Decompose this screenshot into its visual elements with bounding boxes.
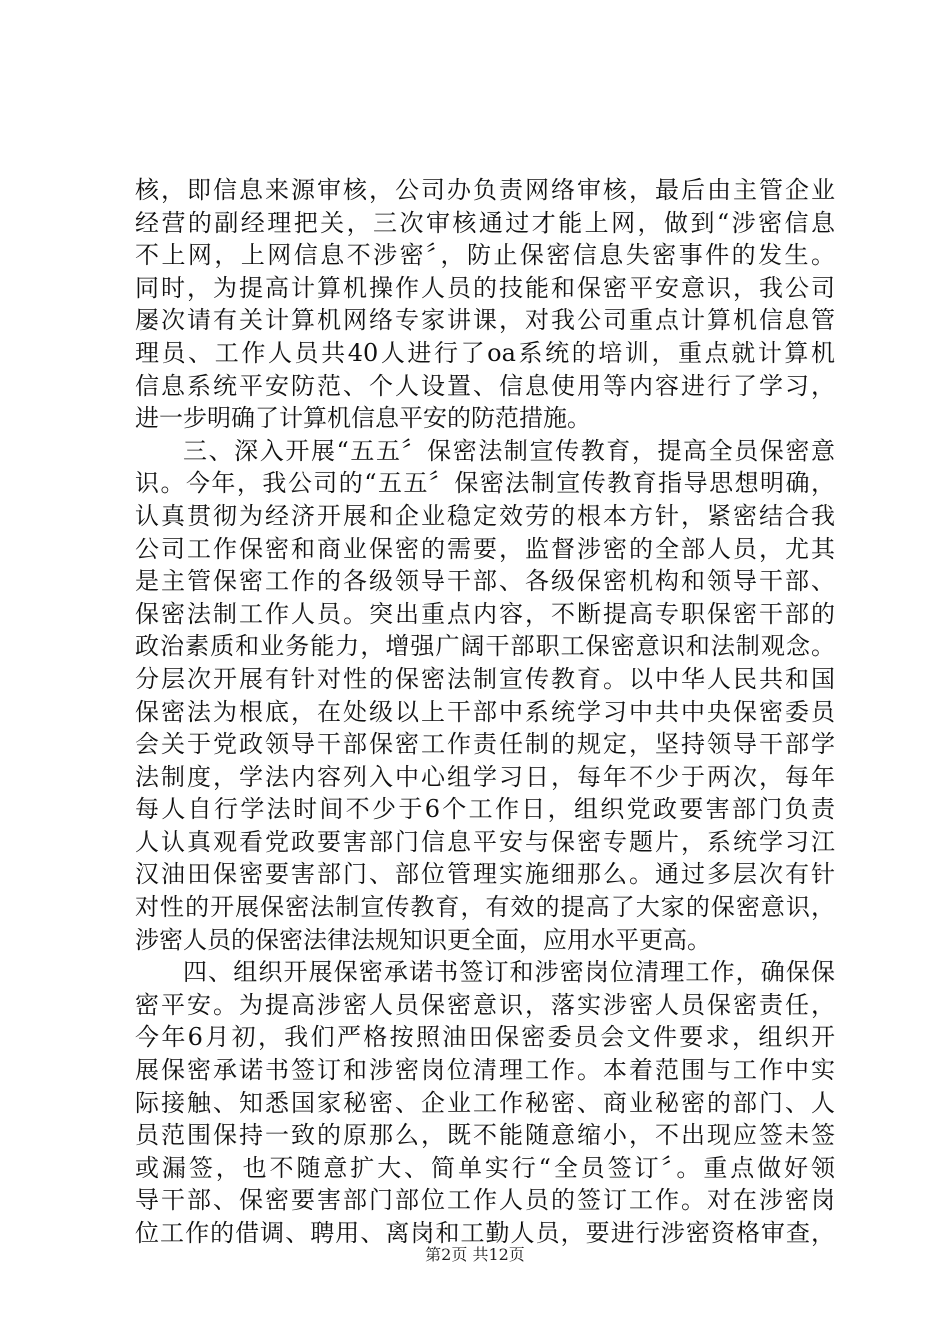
paragraph-start-line: 三、深入开展“五五〞保密法制宣传教育，提高全员保密意 (183, 436, 835, 465)
text-line: 或漏签，也不随意扩大、简单实行“全员签订〞。重点做好领 (135, 1153, 835, 1182)
text-line: 保密法为根底，在处级以上干部中系统学习中共中央保密委员 (135, 697, 835, 726)
text-line: 是主管保密工作的各级领导干部、各级保密机构和领导干部、 (135, 567, 835, 596)
text-line: 进一步明确了计算机信息平安的防范措施。 (135, 404, 591, 433)
text-line: 导干部、保密要害部门部位工作人员的签订工作。对在涉密岗 (135, 1186, 835, 1215)
text-line: 位工作的借调、聘用、离岗和工勤人员，要进行涉密资格审查， (135, 1219, 835, 1247)
document-body (135, 174, 835, 1250)
text-line: 公司工作保密和商业保密的需要，监督涉密的全部人员，尤其 (135, 534, 835, 563)
text-line: 展保密承诺书签订和涉密岗位清理工作。本着范围与工作中实 (135, 1056, 835, 1085)
text-line: 保密法制工作人员。突出重点内容，不断提高专职保密干部的 (135, 599, 835, 628)
text-line: 密平安。为提高涉密人员保密意识，落实涉密人员保密责任， (135, 990, 835, 1019)
text-line: 人认真观看党政要害部门信息平安与保密专题片，系统学习江 (135, 827, 835, 856)
text-line: 对性的开展保密法制宣传教育，有效的提高了大家的保密意识， (135, 893, 835, 922)
page-number: 第2页 共12页 (425, 1245, 525, 1264)
text-line: 核，即信息来源审核，公司办负责网络审核，最后由主管企业 (135, 176, 835, 204)
text-line: 屡次请有关计算机网络专家讲课，对我公司重点计算机信息管 (135, 306, 835, 335)
text-line: 不上网，上网信息不涉密〞，防止保密信息失密事件的发生。 (135, 241, 835, 270)
text-line: 政治素质和业务能力，增强广阔干部职工保密意识和法制观念。 (135, 632, 835, 661)
text-line: 每人自行学法时间不少于6个工作日，组织党政要害部门负责 (135, 795, 835, 824)
text-line: 今年6月初，我们严格按照油田保密委员会文件要求，组织开 (135, 1023, 835, 1052)
text-line: 员范围保持一致的原那么，既不能随意缩小，不出现应签未签 (135, 1121, 835, 1150)
text-line: 理员、工作人员共40人进行了oa系统的培训，重点就计算机 (135, 338, 835, 367)
text-line: 识。今年，我公司的“五五〞保密法制宣传教育指导思想明确， (135, 469, 835, 498)
text-line: 会关于党政领导干部保密工作责任制的规定，坚持领导干部学 (135, 730, 835, 759)
text-line: 认真贯彻为经济开展和企业稳定效劳的根本方针，紧密结合我 (135, 501, 835, 530)
text-line: 汉油田保密要害部门、部位管理实施细那么。通过多层次有针 (135, 860, 835, 889)
text-line: 际接触、知悉国家秘密、企业工作秘密、商业秘密的部门、人 (135, 1088, 835, 1117)
text-line: 经营的副经理把关，三次审核通过才能上网，做到“涉密信息 (135, 208, 835, 237)
text-line: 涉密人员的保密法律法规知识更全面，应用水平更高。 (135, 925, 711, 954)
text-line: 信息系统平安防范、个人设置、信息使用等内容进行了学习， (135, 371, 835, 400)
paragraph-start-line: 四、组织开展保密承诺书签订和涉密岗位清理工作，确保保 (183, 958, 835, 987)
text-line: 同时，为提高计算机操作人员的技能和保密平安意识，我公司 (135, 273, 835, 302)
text-line: 分层次开展有针对性的保密法制宣传教育。以中华人民共和国 (135, 664, 835, 693)
text-line: 法制度，学法内容列入中心组学习日，每年不少于两次，每年 (135, 762, 835, 791)
